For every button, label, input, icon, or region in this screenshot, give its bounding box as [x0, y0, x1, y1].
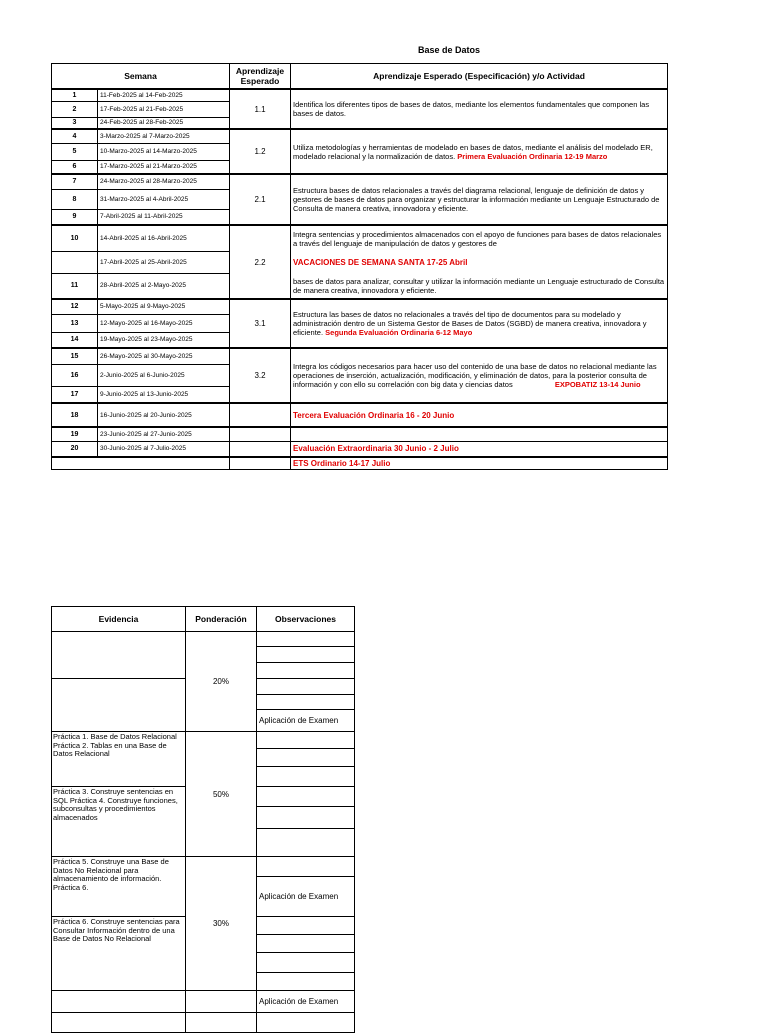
- table-row: [52, 403, 668, 427]
- header-semana: Semana: [52, 64, 230, 90]
- activity-text: Estructura las bases de datos no relacionales a través del tipo de documentos para su modelado y administración dentro de un Sistema Gestor de Bases de Datos (SGBD) de manera creativa, innovadora y eficiente.: [293, 310, 647, 337]
- expected-learning-code: 2.1: [230, 174, 291, 225]
- table-row: [52, 857, 355, 877]
- document-title: Base de Datos: [417, 45, 481, 55]
- observation-cell: Aplicación de Examen: [257, 710, 355, 732]
- evidence-cell: Práctica 6. Construye sentencias para Consultar Información dentro de una Base de Datos No Relacional: [52, 917, 186, 991]
- week-range: 17-Marzo-2025 al 21-Marzo-2025: [98, 160, 230, 174]
- weighting-cell: [186, 1013, 257, 1033]
- observation-cell: [257, 857, 355, 877]
- observation-cell: [257, 632, 355, 647]
- empty-cell: [52, 457, 230, 469]
- week-number: 20: [52, 441, 98, 457]
- observation-cell: [257, 953, 355, 973]
- week-range: 17-Feb-2025 al 21-Feb-2025: [98, 101, 230, 117]
- table-row: [52, 632, 355, 647]
- observation-cell: Aplicación de Examen: [257, 991, 355, 1013]
- week-number: 6: [52, 160, 98, 174]
- expected-learning-code: [230, 427, 291, 441]
- week-range: 24-Marzo-2025 al 28-Marzo-2025: [98, 174, 230, 189]
- week-number: 14: [52, 332, 98, 348]
- activity-text: Utiliza metodologías y herramientas de modelado en bases de datos, mediante el análisis del modelado ER, modelado relacional y la normalización de datos.: [293, 142, 653, 161]
- activity-cell: Estructura bases de datos relacionales a través del diagrama relacional, lenguaje de definición de datos y gestores de bases de datos para organizar y estructurar la información mediante un Lenguaje Estructurado de Consulta de manera creativa, innovadora y eficiente.: [291, 174, 668, 225]
- table-row: [52, 348, 668, 364]
- week-number: 7: [52, 174, 98, 189]
- weighting-cell: 30%: [186, 857, 257, 991]
- evidence-table: [51, 606, 355, 1033]
- weighting-cell: [186, 991, 257, 1013]
- header-ponderacion: Ponderación: [186, 607, 257, 632]
- week-number: 4: [52, 129, 98, 143]
- activity-cell: bases de datos para analizar, consultar y utilizar la información mediante un Lenguaje estructurado de Consulta de manera creativa, innovadora y eficiente.: [291, 273, 668, 299]
- table-row: [52, 1013, 355, 1033]
- week-number: 19: [52, 427, 98, 441]
- evaluation-note: Segunda Evaluación Ordinaria 6-12 Mayo: [325, 328, 473, 337]
- week-number: 11: [52, 273, 98, 299]
- expected-learning-code: 3.2: [230, 348, 291, 403]
- header-aprendizaje: Aprendizaje Esperado: [230, 64, 291, 90]
- week-range: 3-Marzo-2025 al 7-Marzo-2025: [98, 129, 230, 143]
- week-number: 18: [52, 403, 98, 427]
- week-number: 8: [52, 189, 98, 209]
- observation-cell: [257, 767, 355, 787]
- activity-cell: Integra sentencias y procedimientos almacenados con el apoyo de funciones para bases de datos relacionales a través del lenguaje de manipulación de datos y gestores de: [291, 225, 668, 251]
- header-evidencia: Evidencia: [52, 607, 186, 632]
- expected-learning-code: 1.2: [230, 129, 291, 174]
- weighting-cell: 20%: [186, 632, 257, 732]
- observation-cell: [257, 732, 355, 749]
- evidence-cell: [52, 632, 186, 679]
- week-number: 5: [52, 143, 98, 160]
- weighting-cell: 50%: [186, 732, 257, 857]
- header-observaciones: Observaciones: [257, 607, 355, 632]
- table-row: [52, 732, 355, 749]
- evaluation-note: Evaluación Extraordinaria 30 Junio - 2 Julio: [291, 441, 668, 457]
- expected-learning-code: [230, 457, 291, 469]
- table-row: [52, 273, 668, 299]
- observation-cell: [257, 917, 355, 935]
- week-number: 15: [52, 348, 98, 364]
- evaluation-note: Tercera Evaluación Ordinaria 16 - 20 Junio: [291, 403, 668, 427]
- activity-cell: [291, 427, 668, 441]
- table-row: [52, 251, 668, 273]
- evidence-cell: Práctica 3. Construye sentencias en SQL Práctica 4. Construye funciones, subconsultas y procedimientos almacenados: [52, 787, 186, 857]
- week-number: 1: [52, 89, 98, 101]
- observation-cell: [257, 807, 355, 829]
- observation-cell: [257, 935, 355, 953]
- week-range: 5-Mayo-2025 al 9-Mayo-2025: [98, 299, 230, 314]
- week-range: 11-Feb-2025 al 14-Feb-2025: [98, 89, 230, 101]
- week-range: 31-Marzo-2025 al 4-Abril-2025: [98, 189, 230, 209]
- schedule-header-row: [52, 64, 668, 90]
- activity-text: Integra los códigos necesarios para hacer uso del contenido de una base de datos no relacional mediante las operaciones de inserción, actualización, modificación, y eliminación de datos, para la posterior consulta de información y con ello su correlación con big data y ciencias datos: [293, 362, 657, 389]
- evaluation-note: Primera Evaluación Ordinaria 12-19 Marzo: [457, 151, 608, 161]
- holiday-note: VACACIONES DE SEMANA SANTA 17-25 Abril: [291, 251, 668, 273]
- activity-cell: [291, 348, 668, 403]
- table-row: [52, 89, 668, 101]
- week-range: 2-Junio-2025 al 6-Junio-2025: [98, 364, 230, 386]
- schedule-table: [51, 63, 668, 470]
- event-note: EXPOBATIZ 13-14 Junio: [554, 380, 641, 389]
- week-range: 30-Junio-2025 al 7-Julio-2025: [98, 441, 230, 457]
- observation-cell: Aplicación de Examen: [257, 877, 355, 917]
- observation-cell: [257, 647, 355, 663]
- activity-cell: [291, 299, 668, 348]
- week-number: 2: [52, 101, 98, 117]
- table-row: [52, 457, 668, 469]
- observation-cell: [257, 749, 355, 767]
- table-row: [52, 427, 668, 441]
- week-range: 26-Mayo-2025 al 30-Mayo-2025: [98, 348, 230, 364]
- header-actividad: Aprendizaje Esperado (Especificación) y/o Actividad: [291, 64, 668, 90]
- expected-learning-code: 1.1: [230, 89, 291, 129]
- week-range: 12-Mayo-2025 al 16-Mayo-2025: [98, 314, 230, 332]
- expected-learning-code: 2.2: [230, 225, 291, 299]
- observation-cell: [257, 663, 355, 679]
- table-row: [52, 174, 668, 189]
- table-row: [52, 991, 355, 1013]
- observation-cell: [257, 679, 355, 695]
- week-number: 3: [52, 117, 98, 129]
- expected-learning-code: [230, 441, 291, 457]
- evidence-cell: Práctica 1. Base de Datos Relacional Práctica 2. Tablas en una Base de Datos Relacional: [52, 732, 186, 787]
- week-range: 28-Abril-2025 al 2-Mayo-2025: [98, 273, 230, 299]
- week-range: 9-Junio-2025 al 13-Junio-2025: [98, 386, 230, 403]
- observation-cell: [257, 973, 355, 991]
- week-number: 9: [52, 209, 98, 225]
- observation-cell: [257, 787, 355, 807]
- table-row: [52, 299, 668, 314]
- activity-cell: [291, 129, 668, 174]
- week-range: 14-Abril-2025 al 16-Abril-2025: [98, 225, 230, 251]
- week-number: [52, 251, 98, 273]
- observation-cell: [257, 829, 355, 857]
- expected-learning-code: [230, 403, 291, 427]
- evidence-header-row: [52, 607, 355, 632]
- ets-note: ETS Ordinario 14-17 Julio: [291, 457, 668, 469]
- expected-learning-code: 3.1: [230, 299, 291, 348]
- week-range: 23-Junio-2025 al 27-Junio-2025: [98, 427, 230, 441]
- evidence-cell: [52, 991, 186, 1013]
- table-row: [52, 225, 668, 251]
- week-range: 7-Abril-2025 al 11-Abril-2025: [98, 209, 230, 225]
- table-row: [52, 129, 668, 143]
- week-number: 17: [52, 386, 98, 403]
- table-row: [52, 441, 668, 457]
- week-range: 10-Marzo-2025 al 14-Marzo-2025: [98, 143, 230, 160]
- week-range: 24-Feb-2025 al 28-Feb-2025: [98, 117, 230, 129]
- observation-cell: [257, 1013, 355, 1033]
- week-number: 12: [52, 299, 98, 314]
- week-number: 10: [52, 225, 98, 251]
- evidence-cell: [52, 679, 186, 732]
- week-range: 17-Abril-2025 al 25-Abril-2025: [98, 251, 230, 273]
- week-number: 16: [52, 364, 98, 386]
- week-range: 19-Mayo-2025 al 23-Mayo-2025: [98, 332, 230, 348]
- evidence-cell: [52, 1013, 186, 1033]
- observation-cell: [257, 695, 355, 710]
- week-number: 13: [52, 314, 98, 332]
- activity-cell: Identifica los diferentes tipos de bases de datos, mediante los elementos fundamentales que componen las bases de datos.: [291, 89, 668, 129]
- week-range: 16-Junio-2025 al 20-Junio-2025: [98, 403, 230, 427]
- evidence-cell: Práctica 5. Construye una Base de Datos No Relacional para almacenamiento de información. Práctica 6.: [52, 857, 186, 917]
